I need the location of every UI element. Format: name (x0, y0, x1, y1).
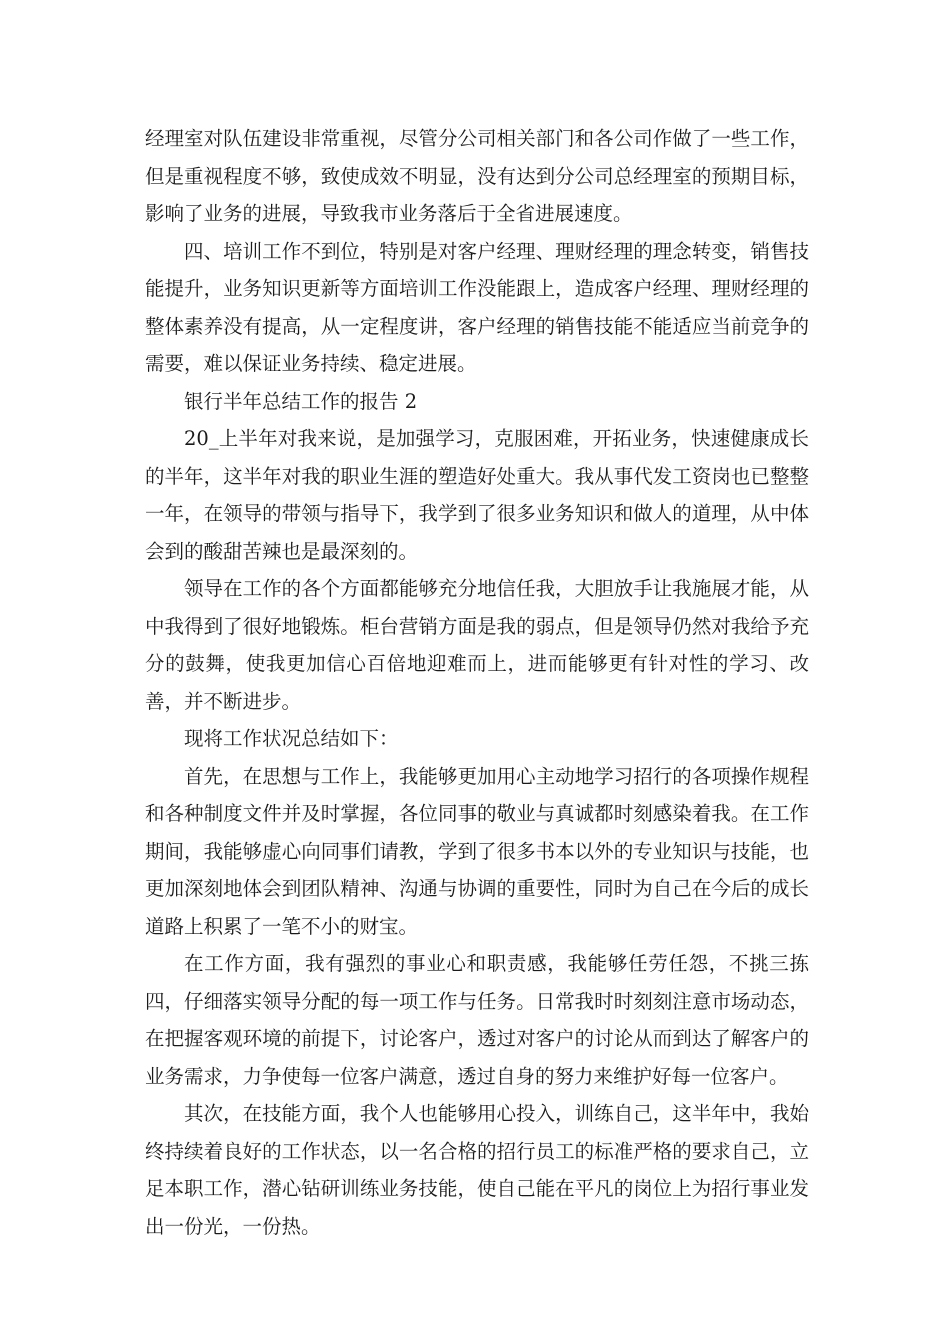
paragraph-summary-lead: 现将工作状况总结如下： (184, 727, 399, 750)
paragraph-intro: 20_上半年对我来说，是加强学习，克服困难，开拓业务，快速健康成长的半年，这半年对我的职业生涯的塑造好处重大。我从事代发工资岗也已整整一年，在领导的带领与指导下，我学到了很多业务知识和做人的道理，从中体会到的酸甜苦辣也是最深刻的。 (145, 427, 809, 563)
document-body (145, 120, 809, 1245)
paragraph-training-issue: 四、培训工作不到位，特别是对客户经理、理财经理的理念转变，销售技能提升，业务知识更新等方面培训工作没能跟上，造成客户经理、理财经理的整体素养没有提高，从一定程度讲，客户经理的销售技能不能适应当前竞争的需要，难以保证业务持续、稳定进展。 (145, 239, 809, 375)
section-heading: 银行半年总结工作的报告 2 (184, 389, 418, 413)
paragraph-skills: 其次，在技能方面，我个人也能够用心投入，训练自己，这半年中，我始终持续着良好的工作状态，以一名合格的招行员工的标准严格的要求自己，立足本职工作，潜心钻研训练业务技能，使自己能在平凡的岗位上为招行事业发出一份光，一份热。 (145, 1102, 809, 1238)
paragraph-leadership: 领导在工作的各个方面都能够充分地信任我，大胆放手让我施展才能，从中我得到了很好地锻炼。柜台营销方面是我的弱点，但是领导仍然对我给予充分的鼓舞，使我更加信心百倍地迎难而上，进而能够更有针对性的学习、改善，并不断进步。 (145, 577, 809, 713)
paragraph-continuation: 经理室对队伍建设非常重视，尽管分公司相关部门和各公司作做了一些工作，但是重视程度不够，致使成效不明显，没有达到分公司总经理室的预期目标，影响了业务的进展，导致我市业务落后于全省进展速度。 (145, 127, 809, 225)
paragraph-thinking: 首先，在思想与工作上，我能够更加用心主动地学习招行的各项操作规程和各种制度文件并及时掌握，各位同事的敬业与真诚都时刻感染着我。在工作期间，我能够虚心向同事们请教，学到了很多书本以外的专业知识与技能，也更加深刻地体会到团队精神、沟通与协调的重要性，同时为自己在今后的成长道路上积累了一笔不小的财宝。 (145, 764, 809, 938)
paragraph-work: 在工作方面，我有强烈的事业心和职责感，我能够任劳任怨，不挑三拣四，仔细落实领导分配的每一项工作与任务。日常我时时刻刻注意市场动态，在把握客观环境的前提下，讨论客户，透过对客户的讨论从而到达了解客户的业务需求，力争使每一位客户满意，透过自身的努力来维护好每一位客户。 (145, 952, 809, 1088)
